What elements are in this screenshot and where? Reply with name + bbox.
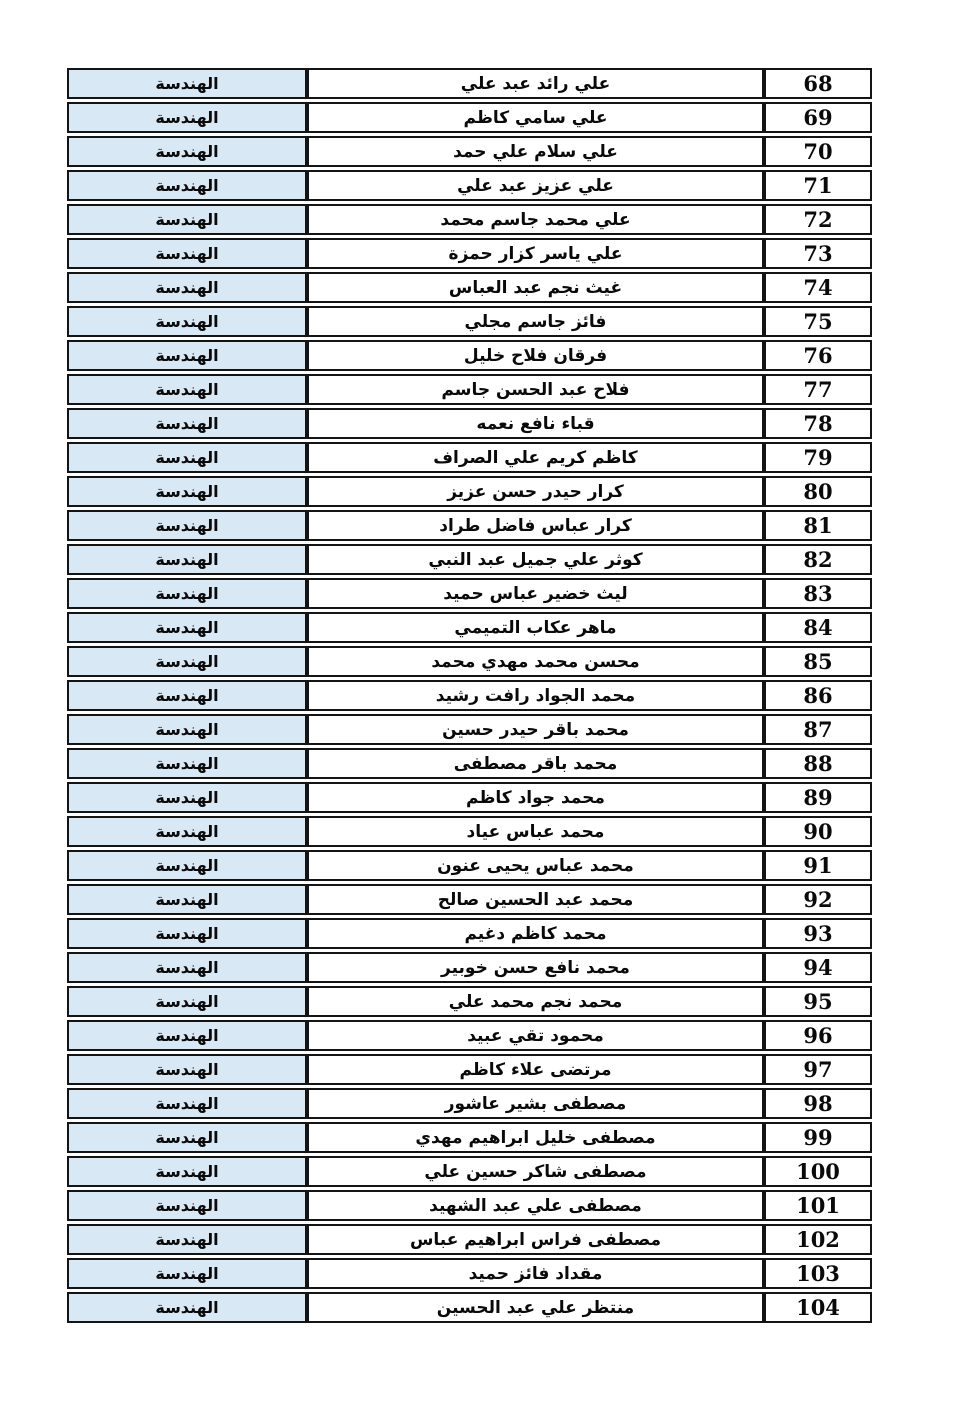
cell-number: 97 [764, 1054, 872, 1085]
cell-name: مقداد فائز حميد [307, 1258, 764, 1289]
table-row [67, 578, 872, 609]
cell-number: 81 [764, 510, 872, 541]
table-row [67, 340, 872, 371]
cell-number: 69 [764, 102, 872, 133]
cell-number: 72 [764, 204, 872, 235]
cell-name: كرار عباس فاضل طراد [307, 510, 764, 541]
table-row [67, 238, 872, 269]
cell-department: الهندسة [67, 442, 307, 473]
cell-name: علي عزيز عبد علي [307, 170, 764, 201]
table-row [67, 1190, 872, 1221]
cell-number: 86 [764, 680, 872, 711]
cell-department: الهندسة [67, 272, 307, 303]
cell-department: الهندسة [67, 782, 307, 813]
cell-department: الهندسة [67, 408, 307, 439]
cell-department: الهندسة [67, 646, 307, 677]
table-row [67, 510, 872, 541]
cell-number: 74 [764, 272, 872, 303]
cell-department: الهندسة [67, 544, 307, 575]
cell-department: الهندسة [67, 850, 307, 881]
table-row [67, 748, 872, 779]
cell-department: الهندسة [67, 714, 307, 745]
cell-number: 96 [764, 1020, 872, 1051]
cell-number: 88 [764, 748, 872, 779]
cell-department: الهندسة [67, 884, 307, 915]
cell-number: 98 [764, 1088, 872, 1119]
table-row [67, 646, 872, 677]
cell-name: علي سلام علي حمد [307, 136, 764, 167]
table-row [67, 714, 872, 745]
cell-number: 78 [764, 408, 872, 439]
cell-name: كرار حيدر حسن عزيز [307, 476, 764, 507]
cell-name: علي محمد جاسم محمد [307, 204, 764, 235]
table-row [67, 544, 872, 575]
cell-department: الهندسة [67, 1292, 307, 1323]
table-row [67, 170, 872, 201]
cell-name: محمد جواد كاظم [307, 782, 764, 813]
cell-name: محمد الجواد رافت رشيد [307, 680, 764, 711]
table-row [67, 782, 872, 813]
table-row [67, 986, 872, 1017]
cell-department: الهندسة [67, 1156, 307, 1187]
cell-number: 68 [764, 68, 872, 99]
cell-department: الهندسة [67, 1258, 307, 1289]
cell-department: الهندسة [67, 68, 307, 99]
cell-name: محمد عباس يحيى عنون [307, 850, 764, 881]
cell-number: 75 [764, 306, 872, 337]
table-row [67, 1020, 872, 1051]
cell-name: محمد كاظم دغيم [307, 918, 764, 949]
table-row [67, 1258, 872, 1289]
cell-number: 70 [764, 136, 872, 167]
table-row [67, 884, 872, 915]
table-row [67, 850, 872, 881]
table-body [67, 68, 872, 1323]
cell-name: محمد نافع حسن خوبير [307, 952, 764, 983]
cell-name: محمد نجم محمد علي [307, 986, 764, 1017]
cell-department: الهندسة [67, 510, 307, 541]
table-row [67, 1292, 872, 1323]
cell-name: فلاح عبد الحسن جاسم [307, 374, 764, 405]
cell-number: 102 [764, 1224, 872, 1255]
cell-name: فرقان فلاح خليل [307, 340, 764, 371]
students-table [67, 65, 872, 1326]
cell-number: 93 [764, 918, 872, 949]
cell-name: علي ياسر كزار حمزة [307, 238, 764, 269]
table-row [67, 918, 872, 949]
cell-department: الهندسة [67, 340, 307, 371]
cell-number: 84 [764, 612, 872, 643]
cell-name: غيث نجم عبد العباس [307, 272, 764, 303]
cell-number: 79 [764, 442, 872, 473]
cell-name: محسن محمد مهدي محمد [307, 646, 764, 677]
table-row [67, 1054, 872, 1085]
cell-number: 104 [764, 1292, 872, 1323]
cell-number: 91 [764, 850, 872, 881]
cell-department: الهندسة [67, 1190, 307, 1221]
cell-name: كوثر علي جميل عبد النبي [307, 544, 764, 575]
cell-department: الهندسة [67, 170, 307, 201]
cell-name: محمود تقي عبيد [307, 1020, 764, 1051]
cell-department: الهندسة [67, 1122, 307, 1153]
table-row [67, 306, 872, 337]
cell-department: الهندسة [67, 1020, 307, 1051]
cell-department: الهندسة [67, 306, 307, 337]
table-row [67, 476, 872, 507]
cell-department: الهندسة [67, 816, 307, 847]
cell-number: 103 [764, 1258, 872, 1289]
table-row [67, 204, 872, 235]
cell-number: 100 [764, 1156, 872, 1187]
table-row [67, 136, 872, 167]
cell-department: الهندسة [67, 1224, 307, 1255]
cell-department: الهندسة [67, 476, 307, 507]
cell-name: كاظم كريم علي الصراف [307, 442, 764, 473]
cell-name: قباء نافع نعمه [307, 408, 764, 439]
table-row [67, 1156, 872, 1187]
cell-name: ليث خضير عباس حميد [307, 578, 764, 609]
table-row [67, 374, 872, 405]
table-row [67, 272, 872, 303]
table-row [67, 408, 872, 439]
cell-name: محمد باقر مصطفى [307, 748, 764, 779]
cell-number: 82 [764, 544, 872, 575]
table-row [67, 816, 872, 847]
cell-name: علي سامي كاظم [307, 102, 764, 133]
cell-number: 76 [764, 340, 872, 371]
cell-number: 90 [764, 816, 872, 847]
cell-name: علي رائد عبد علي [307, 68, 764, 99]
cell-department: الهندسة [67, 1088, 307, 1119]
cell-number: 92 [764, 884, 872, 915]
cell-department: الهندسة [67, 1054, 307, 1085]
table-row [67, 1224, 872, 1255]
cell-department: الهندسة [67, 986, 307, 1017]
cell-name: مصطفى خليل ابراهيم مهدي [307, 1122, 764, 1153]
cell-number: 83 [764, 578, 872, 609]
table-row [67, 1088, 872, 1119]
cell-name: ماهر عكاب التميمي [307, 612, 764, 643]
cell-number: 101 [764, 1190, 872, 1221]
cell-number: 85 [764, 646, 872, 677]
cell-name: محمد باقر حيدر حسين [307, 714, 764, 745]
cell-department: الهندسة [67, 136, 307, 167]
cell-name: مرتضى علاء كاظم [307, 1054, 764, 1085]
cell-department: الهندسة [67, 102, 307, 133]
cell-number: 95 [764, 986, 872, 1017]
cell-number: 80 [764, 476, 872, 507]
cell-name: محمد عباس عياد [307, 816, 764, 847]
cell-department: الهندسة [67, 952, 307, 983]
cell-number: 94 [764, 952, 872, 983]
cell-name: مصطفى بشير عاشور [307, 1088, 764, 1119]
cell-department: الهندسة [67, 374, 307, 405]
cell-name: محمد عبد الحسين صالح [307, 884, 764, 915]
cell-name: مصطفى فراس ابراهيم عباس [307, 1224, 764, 1255]
cell-name: مصطفى شاكر حسين علي [307, 1156, 764, 1187]
cell-number: 73 [764, 238, 872, 269]
cell-name: منتظر علي عبد الحسين [307, 1292, 764, 1323]
cell-number: 71 [764, 170, 872, 201]
cell-number: 77 [764, 374, 872, 405]
table-row [67, 102, 872, 133]
table-row [67, 612, 872, 643]
cell-number: 87 [764, 714, 872, 745]
cell-department: الهندسة [67, 612, 307, 643]
cell-department: الهندسة [67, 238, 307, 269]
table-row [67, 952, 872, 983]
cell-number: 99 [764, 1122, 872, 1153]
table-row [67, 442, 872, 473]
table-row [67, 680, 872, 711]
cell-number: 89 [764, 782, 872, 813]
cell-name: فائز جاسم مجلي [307, 306, 764, 337]
cell-name: مصطفى علي عبد الشهيد [307, 1190, 764, 1221]
cell-department: الهندسة [67, 578, 307, 609]
cell-department: الهندسة [67, 748, 307, 779]
cell-department: الهندسة [67, 204, 307, 235]
table-row [67, 1122, 872, 1153]
cell-department: الهندسة [67, 680, 307, 711]
table-row [67, 68, 872, 99]
cell-department: الهندسة [67, 918, 307, 949]
